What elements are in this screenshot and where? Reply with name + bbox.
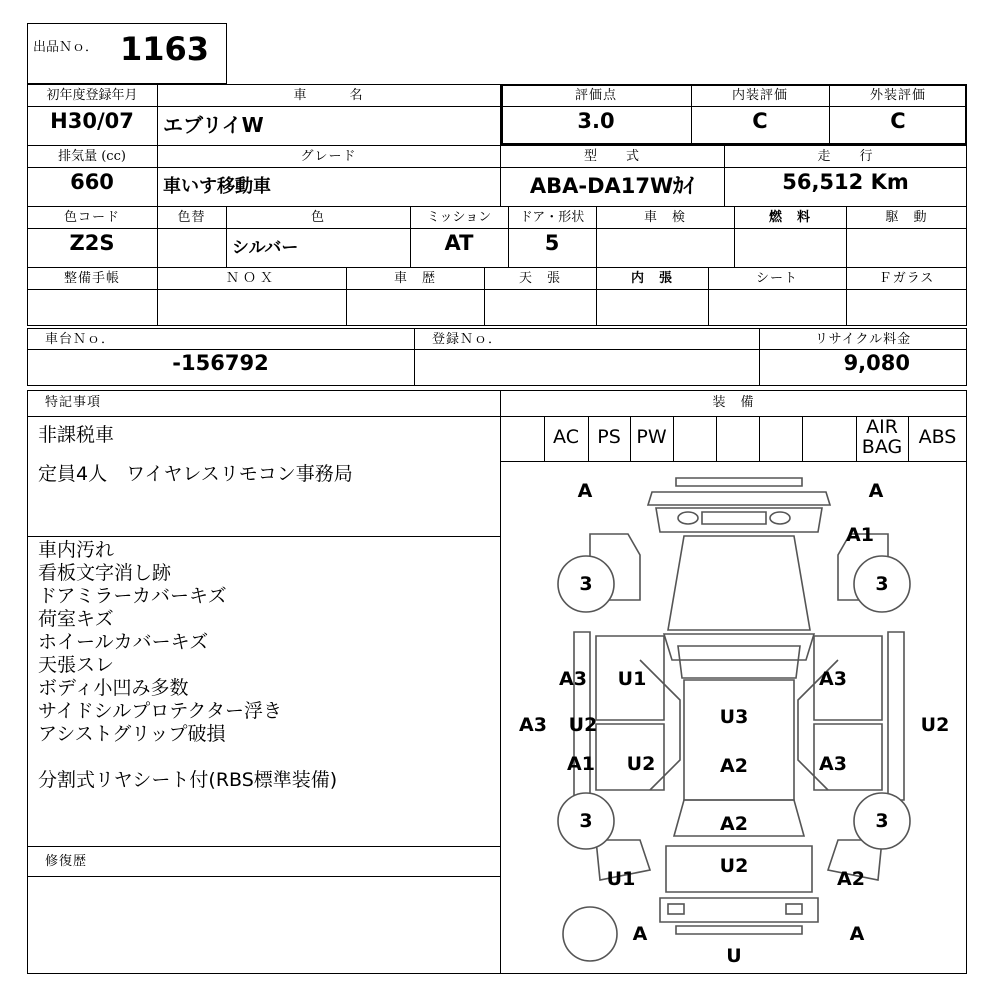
model-value: ABA-DA17Wｶｲ	[529, 174, 695, 198]
damage-mark: 3	[579, 573, 593, 595]
first-reg-value: H30/07	[50, 109, 134, 133]
remark-damage-6: 天張スレ	[38, 654, 115, 676]
damage-mark: 3	[579, 810, 593, 832]
damage-mark: U2	[920, 714, 950, 736]
remarks-label: 特記事項	[45, 395, 102, 410]
damage-mark: A3	[519, 714, 547, 736]
damage-mark: A3	[819, 668, 847, 690]
score-label: 評価点	[574, 88, 617, 103]
score-value: 3.0	[577, 109, 615, 133]
equip-ps: PS	[597, 426, 621, 448]
damage-mark: U1	[606, 868, 636, 890]
equip-abs: ABS	[918, 426, 957, 448]
damage-mark: U3	[719, 706, 749, 728]
exterior-label: 外装評価	[869, 88, 926, 103]
remark-damage-3: ドアミラーカバーキズ	[38, 585, 227, 607]
nox-label: ＮＯＸ	[225, 271, 277, 286]
damage-mark: A	[632, 923, 648, 945]
displacement-label: 排気量 (cc)	[58, 149, 126, 164]
transmission-value: AT	[444, 231, 474, 255]
mileage-label: 走 行	[817, 149, 874, 164]
remark-damage-8: サイドシルプロテクター浮き	[38, 700, 283, 722]
damage-mark: U1	[617, 668, 647, 690]
grade-label: グレード	[300, 149, 357, 164]
remark-damage-5: ホイールカバーキズ	[38, 631, 209, 653]
damage-mark: U2	[626, 753, 656, 775]
mileage-value: 56,512 Km	[782, 170, 909, 194]
maintenance-label: 整備手帳	[63, 271, 120, 286]
equipment-label: 装 備	[712, 395, 755, 410]
damage-mark: A	[577, 480, 593, 502]
damage-mark: U	[726, 945, 742, 967]
inner-label: 内 張	[630, 271, 673, 286]
car-name-value: エブリイW	[163, 113, 264, 137]
roof-label: 天 張	[518, 271, 561, 286]
damage-mark: A2	[837, 868, 865, 890]
remark-damage-2: 看板文字消し跡	[38, 562, 172, 584]
color-label: 色	[310, 210, 325, 225]
damage-mark: A1	[846, 524, 874, 546]
lot-number: 1163	[120, 30, 210, 68]
damage-mark: A2	[720, 813, 748, 835]
damage-mark: A	[849, 923, 865, 945]
drive-label: 駆 動	[885, 210, 928, 225]
chassis-label: 車台Ｎｏ．	[45, 332, 116, 347]
equip-airbag: AIR BAG	[861, 416, 903, 458]
reg-label: 登録Ｎｏ．	[432, 332, 503, 347]
first-reg-label: 初年度登録年月	[46, 88, 138, 103]
exterior-value: C	[890, 109, 906, 133]
equip-ac: AC	[553, 426, 579, 448]
lot-number-label: 出品Ｎｏ．	[33, 40, 99, 55]
chassis-value: -156792	[172, 351, 269, 375]
recycle-value: 9,080	[843, 351, 910, 375]
grade-value: 車いす移動車	[163, 176, 271, 197]
damage-mark: A2	[720, 755, 748, 777]
displacement-value: 660	[70, 170, 114, 194]
remark-damage-11: 分割式リヤシート付(RBS標準装備)	[38, 769, 338, 791]
damage-mark: A3	[559, 668, 587, 690]
fuel-label: 燃 料	[768, 210, 811, 225]
car-name-label: 車 名	[293, 88, 364, 103]
glass-label: Ｆガラス	[878, 271, 935, 286]
damage-mark: A3	[819, 753, 847, 775]
model-label: 型 式	[583, 149, 640, 164]
color-code-label: 色コード	[63, 210, 120, 225]
interior-label: 内装評価	[731, 88, 788, 103]
remark-damage-7: ボディ小凹み多数	[38, 677, 189, 699]
damage-mark: 3	[875, 573, 889, 595]
repair-history-label: 修復歴	[45, 854, 88, 869]
doors-label: ドア・形状	[519, 210, 585, 225]
remark-line-2: 定員4人 ワイヤレスリモコン事務局	[38, 463, 353, 485]
remark-damage-4: 荷室キズ	[38, 608, 114, 630]
damage-mark: U2	[719, 855, 749, 877]
damage-mark: U2	[568, 714, 598, 736]
damage-mark: A	[868, 480, 884, 502]
recycle-label: リサイクル料金	[814, 332, 912, 347]
history-label: 車 歴	[393, 271, 436, 286]
inspection-label: 車 検	[643, 210, 686, 225]
damage-mark: 3	[875, 810, 889, 832]
equip-pw: PW	[636, 426, 667, 448]
color-value: シルバー	[232, 238, 299, 258]
seat-label: シート	[755, 271, 798, 286]
color-code-value: Z2S	[69, 231, 115, 255]
repaint-label: 色替	[177, 210, 206, 225]
remark-damage-9: アシストグリップ破損	[38, 723, 226, 745]
damage-mark: A1	[567, 753, 595, 775]
interior-value: C	[752, 109, 768, 133]
remark-line-1: 非課税車	[38, 424, 115, 446]
doors-value: 5	[544, 231, 560, 255]
transmission-label: ミッション	[426, 210, 492, 225]
remark-damage-1: 車内汚れ	[38, 539, 115, 561]
